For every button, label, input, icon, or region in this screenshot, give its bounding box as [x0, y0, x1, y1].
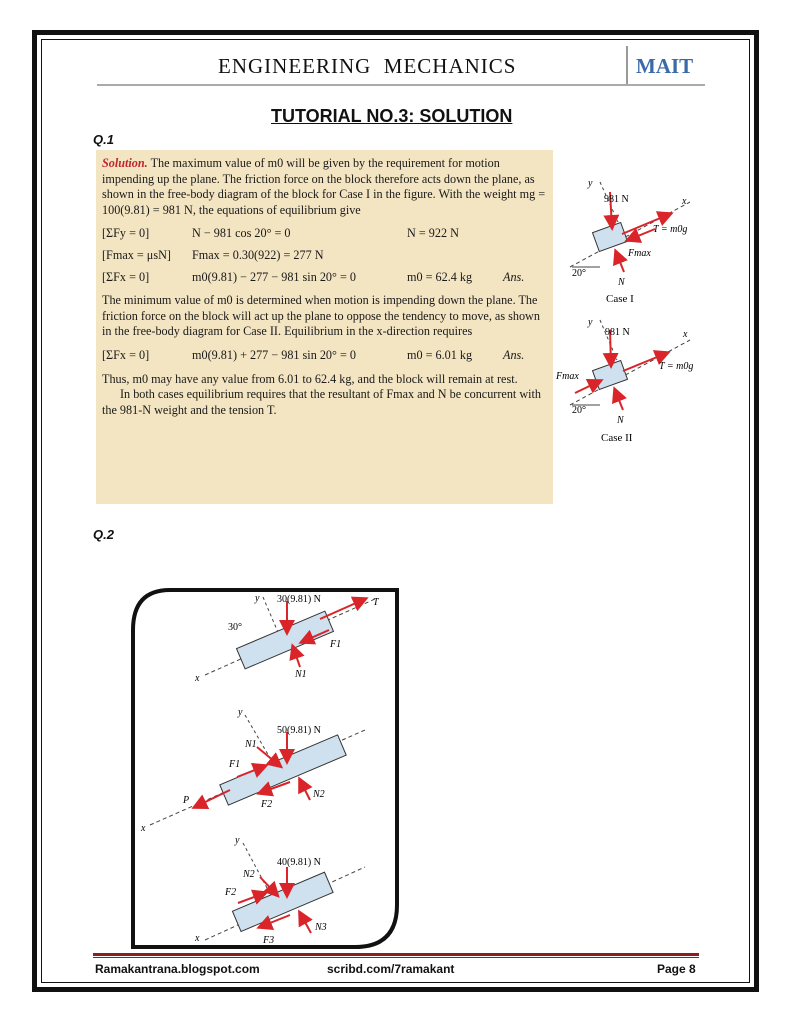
equation-expr: N − 981 cos 20° = 0	[192, 226, 291, 241]
f2-label: F2	[261, 799, 273, 810]
equations-block-1	[102, 226, 547, 285]
q2-fbd-panel	[125, 585, 407, 952]
y-label: y	[238, 707, 243, 718]
y-axis-line	[600, 320, 617, 360]
equation-row	[102, 226, 547, 242]
weight-label: 50(9.81) N	[277, 725, 321, 736]
normal-label: N1	[295, 669, 307, 680]
equation-label: [Fmax = μsN]	[102, 247, 171, 262]
p-label: P	[183, 795, 190, 806]
tension-label: T	[373, 597, 379, 608]
equation-label: [ΣFx = 0]	[102, 269, 150, 284]
tension-label: T = m0g	[659, 361, 694, 372]
equation-label: [ΣFy = 0]	[102, 226, 150, 241]
friction-label: F1	[330, 639, 342, 650]
weight-label: 30(9.81) N	[277, 594, 321, 605]
equation-result: N = 922 N	[407, 226, 459, 241]
equation-label: [ΣFx = 0]	[102, 347, 150, 362]
equation-expr: Fmax = 0.30(922) = 277 N	[192, 247, 324, 262]
equation-row	[102, 248, 547, 264]
x-label: x	[682, 196, 687, 207]
angle-label: 20°	[572, 405, 586, 416]
n2-label: N2	[243, 869, 255, 880]
angle-label: 30°	[228, 622, 242, 633]
equation-ans: Ans.	[503, 269, 525, 284]
solution-para-1	[102, 156, 547, 218]
solution-para-3: Thus, m0 may have any value from 6.01 to 62.4 kg, and the block will remain at rest.	[102, 371, 518, 386]
case-caption: Case II	[601, 432, 633, 444]
q2-label: Q.2	[93, 527, 114, 542]
x-label: x	[195, 933, 200, 944]
n2-label: N2	[313, 789, 325, 800]
case1-fbd	[560, 172, 700, 312]
header-separator	[626, 46, 628, 86]
normal-arrow	[616, 252, 624, 272]
x-label: x	[141, 823, 146, 834]
footer-rule-thin	[93, 957, 699, 958]
normal-label: N	[618, 277, 625, 288]
y-label: y	[235, 835, 240, 846]
tutorial-title: TUTORIAL NO.3: SOLUTION	[271, 106, 513, 126]
friction-label: Fmax	[628, 248, 651, 259]
header-tag: MAIT	[636, 54, 694, 78]
equation-expr: m0(9.81) − 277 − 981 sin 20° = 0	[192, 269, 356, 284]
equation-result: m0 = 62.4 kg	[407, 269, 473, 284]
x-label: x	[195, 673, 200, 684]
normal-arrow	[615, 390, 623, 410]
q1-label: Q.1	[93, 132, 114, 147]
equation-result	[407, 248, 503, 264]
equations-block-2	[102, 348, 547, 364]
solution-text-1: The maximum value of m0 will be given by the requirement for motion impending up the plane. The friction force on the block therefore acts down the plane, as shown in the free-body diagram of the block for Case I in the figure. With the weight mg = 100(9.81) = 981 N, the equations of equilibrium give	[102, 156, 546, 217]
solution-lead: Solution.	[102, 156, 148, 170]
f3-label: F3	[263, 935, 275, 946]
y-label: y	[255, 593, 260, 604]
solution-para-2: The minimum value of m0 is determined when motion is impending down the plane. The friction force on the block will act up the plane to oppose the tendency to move, as shown in the free-body diagram for Case II. Equilibrium in the x-direction requires	[102, 293, 540, 339]
equation-expr: m0(9.81) + 277 − 981 sin 20° = 0	[192, 347, 356, 362]
footer-left: Ramakantrana.blogspot.com	[95, 962, 260, 976]
f2-label: F2	[225, 887, 237, 898]
f1-label: F1	[229, 759, 241, 770]
block	[592, 222, 627, 251]
normal-label: N	[617, 415, 624, 426]
equation-row	[102, 270, 547, 286]
weight-label: 40(9.81) N	[277, 857, 321, 868]
solution-para-4: In both cases equilibrium requires that the resultant of Fmax and N be concurrent with the 981-N weight and the tension T.	[102, 387, 542, 417]
y-label: y	[588, 178, 593, 189]
tension-label: T = m0g	[653, 224, 688, 235]
header-rule	[97, 84, 705, 86]
header-title: ENGINEERING MECHANICS	[218, 54, 517, 78]
angle-label: 20°	[572, 268, 586, 279]
case2-fbd	[555, 315, 700, 450]
footer-page-number: Page 8	[657, 962, 696, 976]
y-label: y	[588, 317, 593, 328]
x-label: x	[683, 329, 688, 340]
footer-center: scribd.com/7ramakant	[327, 962, 455, 976]
n3-label: N3	[315, 922, 327, 933]
equation-result: m0 = 6.01 kg	[407, 347, 473, 362]
weight-label: 981 N	[604, 194, 629, 205]
equation-ans: Ans.	[503, 347, 525, 362]
equation-row	[102, 348, 547, 364]
solution-box	[96, 150, 553, 504]
x-axis-line	[570, 340, 690, 405]
footer-rule	[93, 953, 699, 956]
friction-label: Fmax	[556, 371, 579, 382]
weight-label: 981 N	[605, 327, 630, 338]
n1-label: N1	[245, 739, 257, 750]
case-caption: Case I	[606, 293, 634, 305]
